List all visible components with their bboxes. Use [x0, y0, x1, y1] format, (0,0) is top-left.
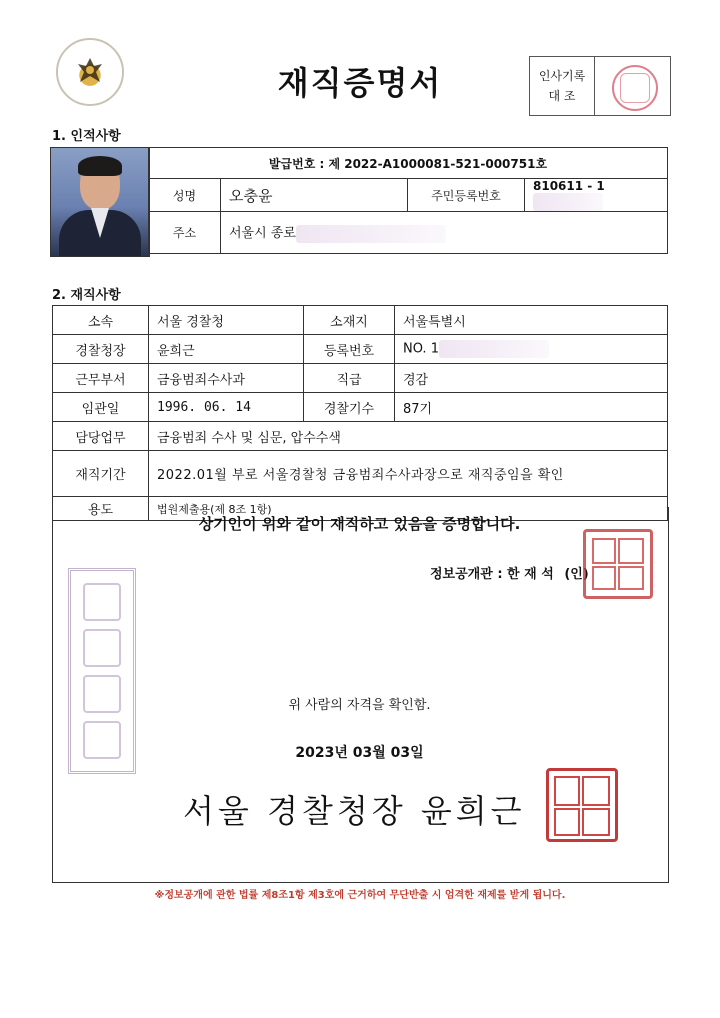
- employment-table: [52, 305, 668, 521]
- address-value: 서울시 종로: [229, 226, 296, 242]
- redacted-address: [296, 225, 446, 243]
- period-label: 재직기간: [53, 451, 149, 497]
- department-label: 근무부서: [53, 364, 149, 393]
- name-value: 오충윤: [221, 179, 408, 212]
- appointment-value: 1996. 06. 14: [149, 393, 304, 422]
- rank-value: 경감: [395, 364, 668, 393]
- registration-cell: [395, 335, 668, 364]
- officer-name: 정보공개관 : 한 재 석: [430, 567, 554, 582]
- address-label: 주소: [149, 212, 221, 254]
- hr-record-box: [529, 56, 671, 116]
- registration-value: NO. 1: [403, 341, 439, 357]
- period-value: 2022.01월 부로 서울경찰청 금융범죄수사과장으로 재직중임을 확인: [149, 451, 668, 497]
- id-photo: [50, 147, 150, 257]
- hr-record-label: [530, 57, 595, 115]
- legal-notice: ※정보공개에 관한 법률 제8조1항 제3호에 근거하여 무단반출 시 엄격한 재제를 받게 됩니다.: [154, 890, 566, 901]
- class-value: 87기: [395, 393, 668, 422]
- section1-heading: 1. 인적사항: [52, 129, 121, 144]
- affiliation-value: 서울 경찰청: [149, 306, 304, 335]
- rrn-cell: [525, 179, 668, 212]
- confirmation-text: 위 사람의 자격을 확인함.: [288, 698, 431, 713]
- duty-label: 담당업무: [53, 422, 149, 451]
- purpose-label: 용도: [53, 497, 149, 521]
- purpose-value: 법원제출용(제 8조 1항): [149, 497, 668, 521]
- chief-seal-icon: [546, 768, 618, 842]
- location-label: 소재지: [304, 306, 395, 335]
- class-label: 경찰기수: [304, 393, 395, 422]
- hr-record-line2: 대 조: [548, 89, 576, 103]
- appointment-label: 임관일: [53, 393, 149, 422]
- document-title: 재직증명서: [277, 64, 443, 102]
- issue-number-cell: [149, 148, 668, 179]
- certification-statement: 상기인이 위와 같이 재직하고 있음을 증명합니다.: [198, 515, 521, 533]
- issue-number-value: 2022-A1000081-521-000751호: [344, 156, 548, 171]
- rrn-value: 810611 - 1: [533, 179, 605, 193]
- officer-seal-mark: (인): [564, 567, 589, 582]
- chief-label: 경찰청장: [53, 335, 149, 364]
- personal-info-table: [148, 147, 668, 254]
- officer-line: [430, 563, 589, 582]
- location-value: 서울특별시: [395, 306, 668, 335]
- registration-label: 등록번호: [304, 335, 395, 364]
- address-cell: [221, 212, 668, 254]
- section2-heading: 2. 재직사항: [52, 288, 121, 303]
- hr-record-line1: 인사기록: [538, 69, 586, 83]
- chief-value: 윤희근: [149, 335, 304, 364]
- redacted-rrn: [533, 193, 603, 211]
- name-label: 성명: [149, 179, 221, 212]
- signatory: 서울 경찰청장 윤희근: [183, 792, 526, 830]
- redacted-registration: [439, 340, 549, 358]
- issue-number-label: 발급번호 : 제: [268, 156, 341, 171]
- rrn-label: 주민등록번호: [408, 179, 525, 212]
- officer-seal-icon: [583, 529, 653, 599]
- department-value: 금융범죄수사과: [149, 364, 304, 393]
- rank-label: 직급: [304, 364, 395, 393]
- duty-value: 금융범죄 수사 및 심문, 압수수색: [149, 422, 668, 451]
- issue-date: 2023년 03월 03일: [295, 745, 424, 761]
- small-seal-icon: [612, 65, 658, 111]
- affiliation-label: 소속: [53, 306, 149, 335]
